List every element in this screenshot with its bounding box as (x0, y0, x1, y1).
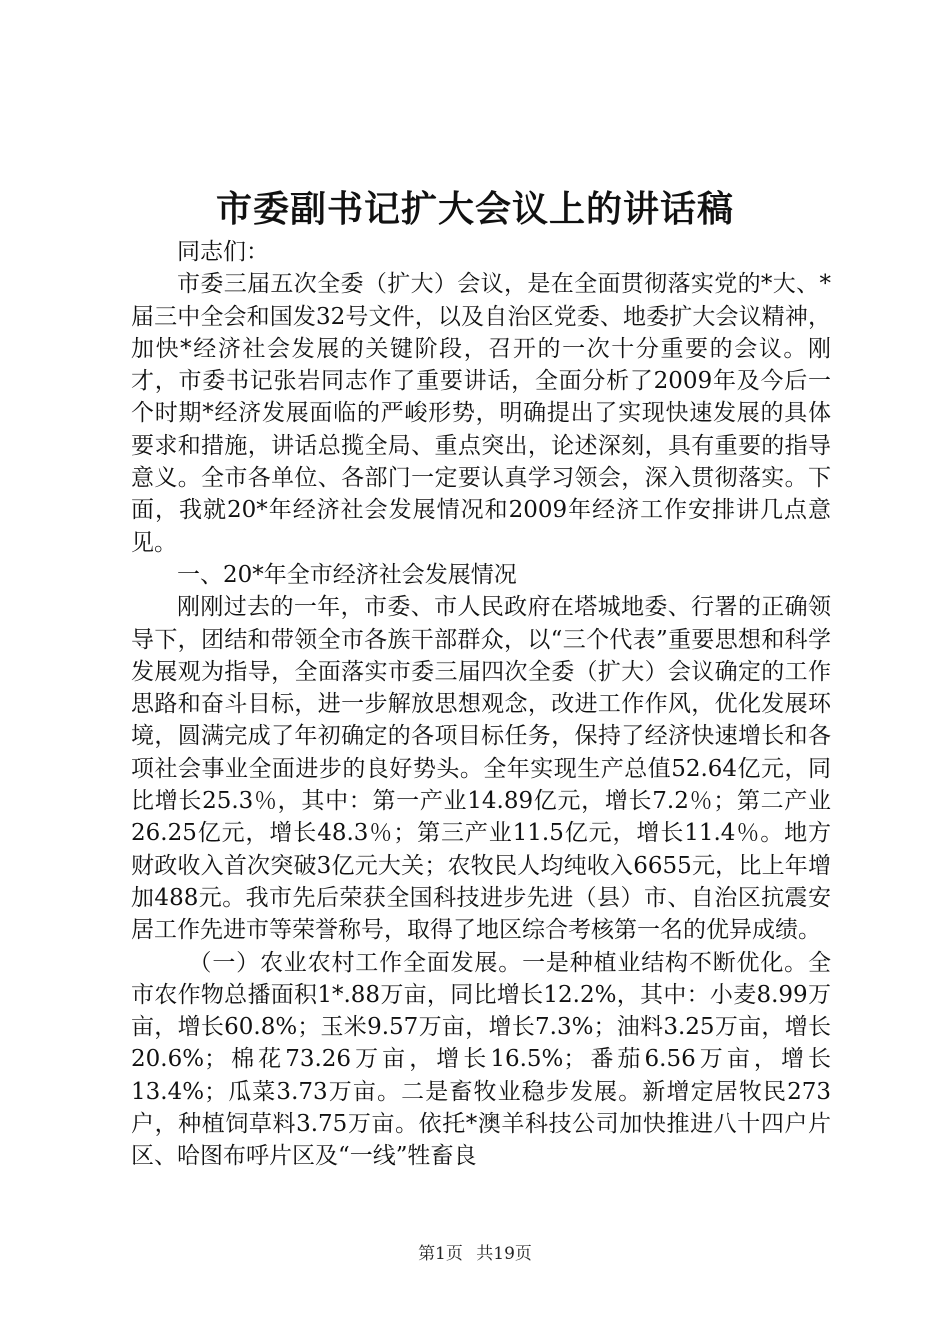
section-heading: 一、20*年全市经济社会发展情况 (177, 561, 517, 588)
document-title: 市委副书记扩大会议上的讲话稿 (215, 188, 734, 230)
page-total: 共19页 (476, 1244, 532, 1264)
section-paragraph: 刚刚过去的一年，市委、市人民政府在塔城地委、行署的正确领导下，团结和带领全市各族干部群众，以“三个代表”重要思想和科学发展观为指导，全面落实市委三届四次全委（扩大）会议确定的工作思路和奋斗目标，进一步解放思想观念，改进工作作风，优化发展环境，圆满完成了年初确定的各项目标任务，保持了经济快速增长和各项社会事业全面进步的良好势头。全年实现生产总值52.64亿元，同比增长25.3％，其中：第一产业14.89亿元，增长7.2％；第二产业26.25亿元，增长48.3％；第三产业11.5亿元，增长11.4％。地方财政收入首次突破3亿元大关；农牧民人均纯收入6655元，比上年增加488元。我市先后荣获全国科技进步先进（县）市、自治区抗震安居工作先进市等荣誉称号，取得了地区综合考核第一名的优异成绩。 (131, 594, 831, 944)
document-body (131, 236, 831, 1173)
intro-paragraph: 市委三届五次全委（扩大）会议，是在全面贯彻落实党的*大、*届三中全会和国发32号文件，以及自治区党委、地委扩大会议精神，加快*经济社会发展的关键阶段，召开的一次十分重要的会议。刚才，市委书记张岩同志作了重要讲话，全面分析了2009年及今后一个时期*经济发展面临的严峻形势，明确提出了实现快速发展的具体要求和措施，讲话总揽全局、重点突出，论述深刻，具有重要的指导意义。全市各单位、各部门一定要认真学习领会，深入贯彻落实。下面，我就20*年经济社会发展情况和2009年经济工作安排讲几点意见。 (131, 271, 831, 556)
page-footer (0, 1242, 950, 1266)
subsection-paragraph: （一）农业农村工作全面发展。一是种植业结构不断优化。全市农作物总播面积1*.88万亩，同比增长12.2%，其中：小麦8.99万亩，增长60.8%；玉米9.57万亩，增长7.3%；油料3.25万亩，增长20.6%；棉花73.26万亩，增长16.5%；番茄6.56万亩，增长13.4%；瓜菜3.73万亩。二是畜牧业稳步发展。新增定居牧民273户，种植饲草料3.75万亩。依托*澳羊科技公司加快推进八十四户片区、哈图布呼片区及“一线”牲畜良 (131, 949, 831, 1170)
page-number: 第1页 (418, 1244, 463, 1264)
greeting-paragraph: 同志们： (177, 239, 269, 265)
